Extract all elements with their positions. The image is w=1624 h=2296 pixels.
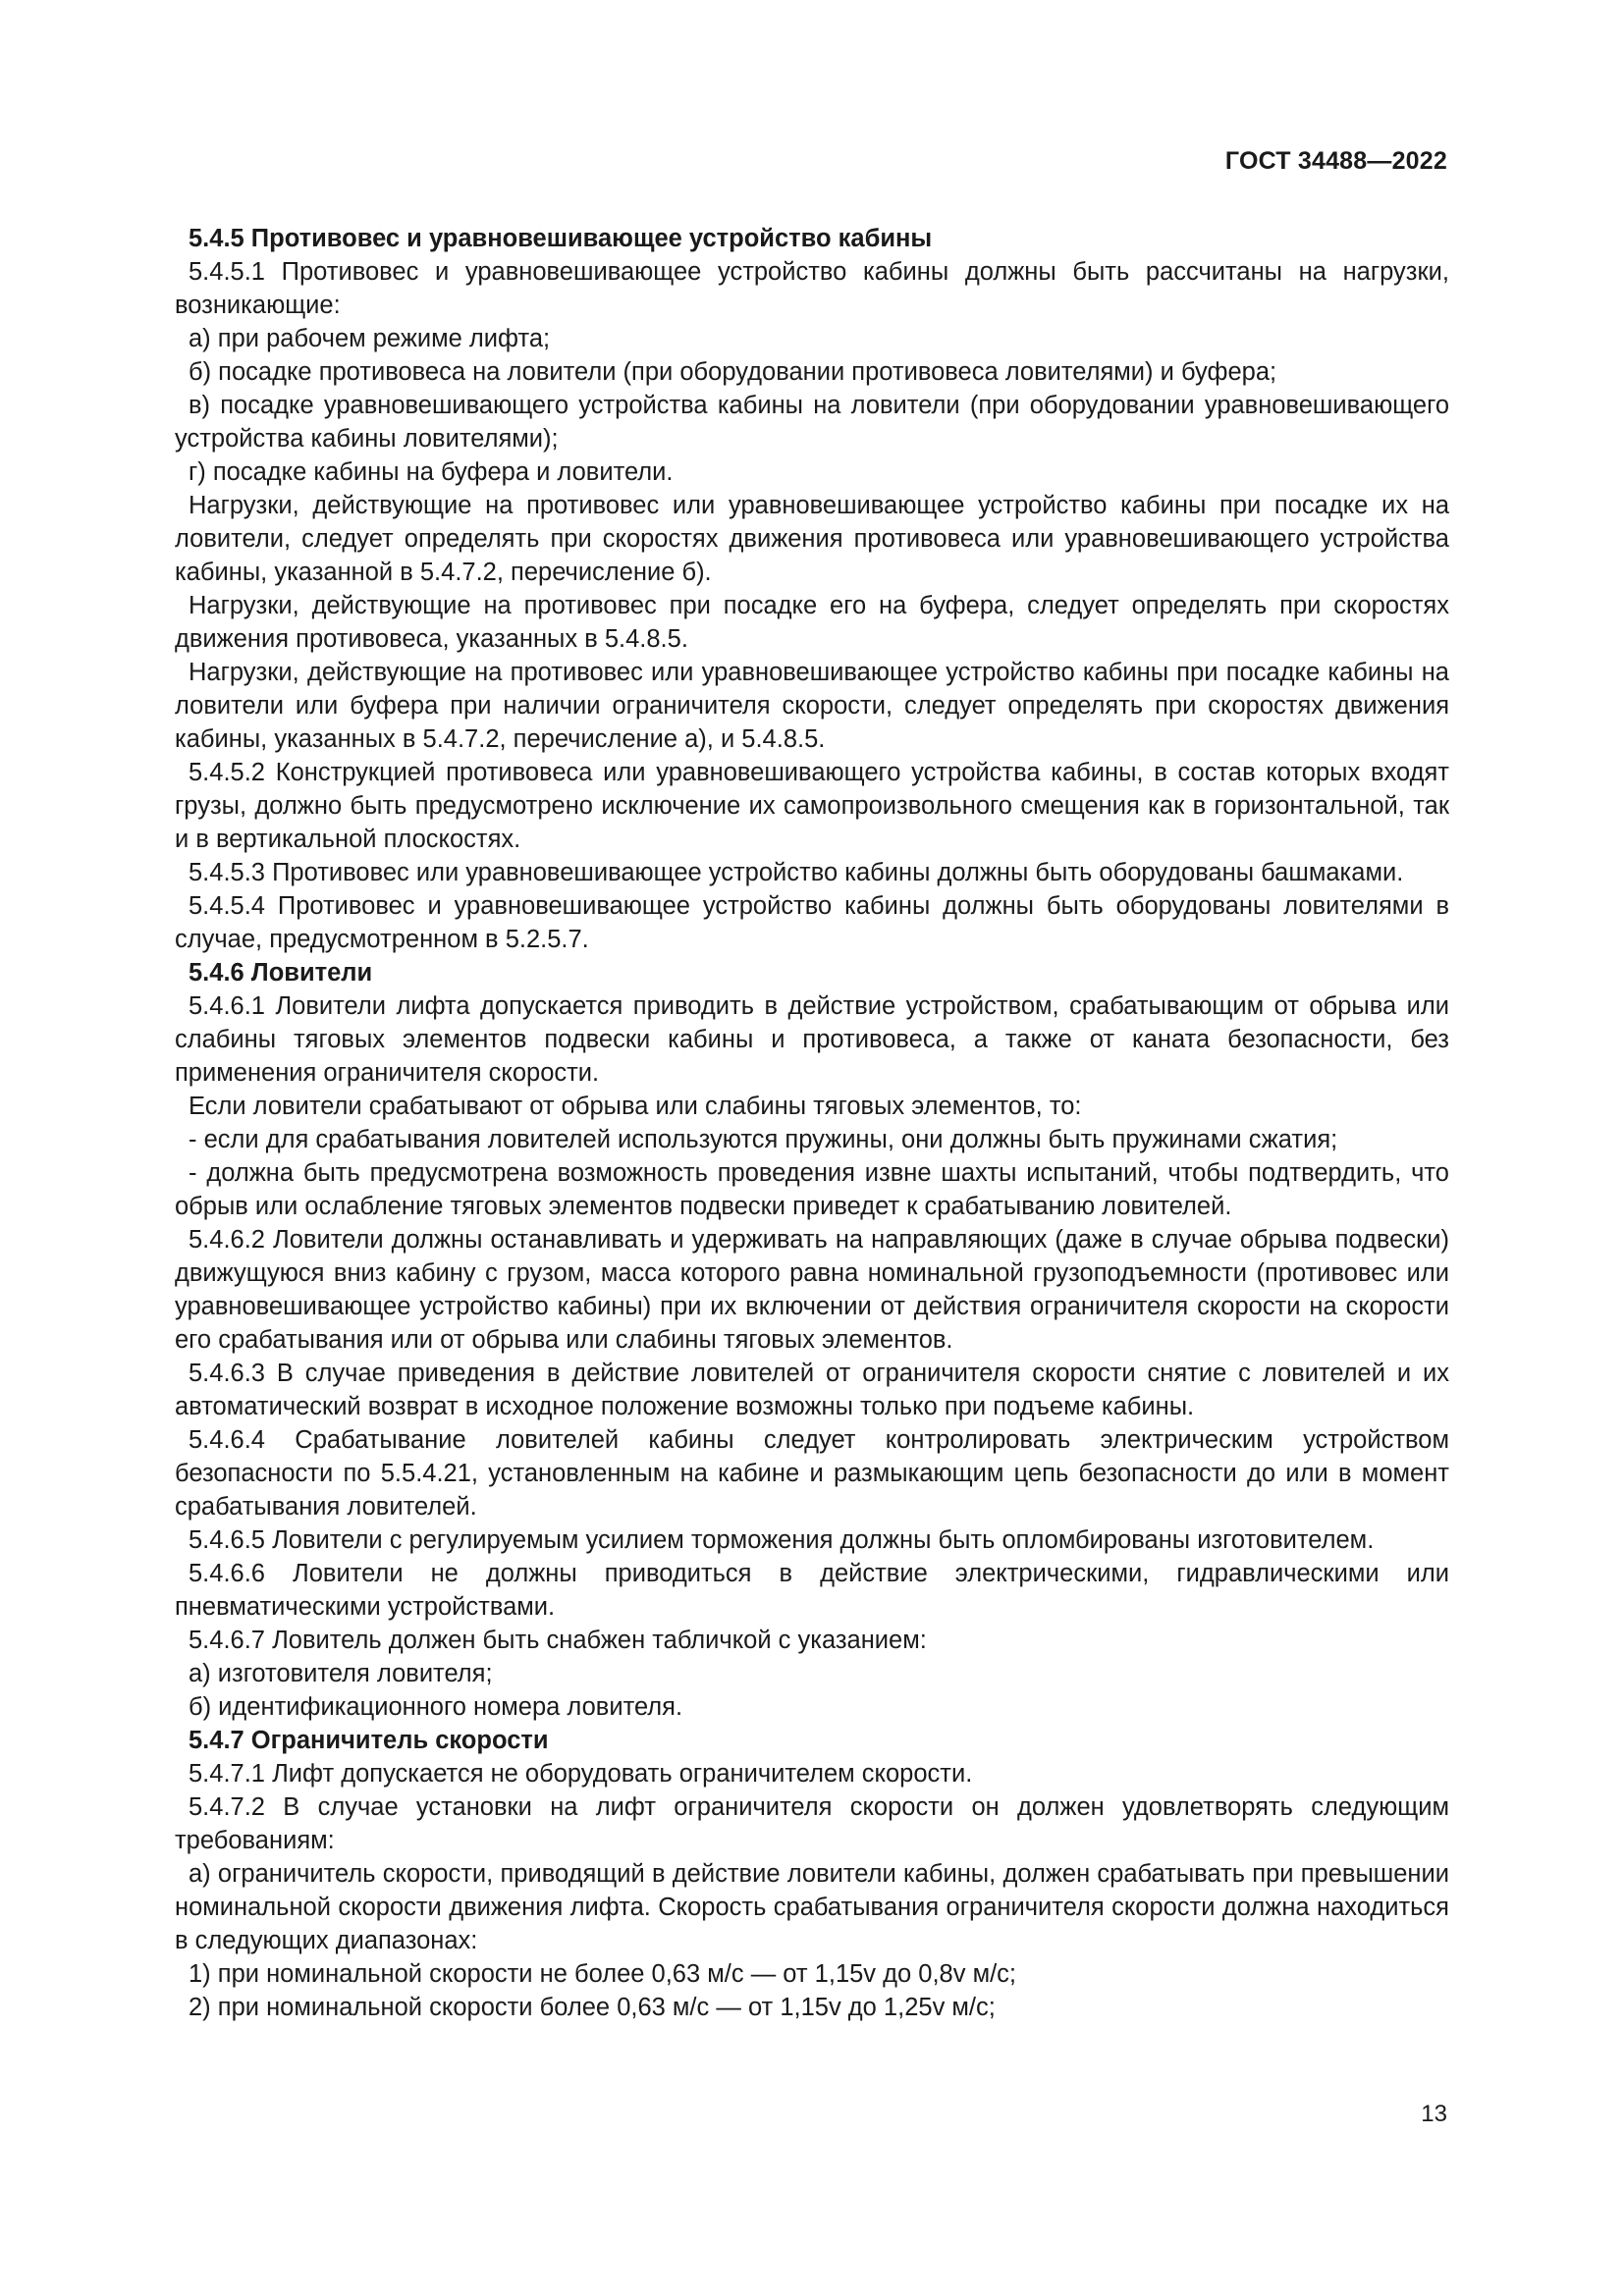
numbered-item-2: 2) при номинальной скорости более 0,63 м/с — от 1,15v до 1,25v м/с; — [189, 1994, 996, 2021]
paragraph-5-4-7-2: 5.4.7.2 В случае установки на лифт ограничителя скорости он должен удовлетворять следующим требованиям: — [175, 1793, 1449, 1854]
list-item-a: а) при рабочем режиме лифта; — [189, 325, 551, 352]
section-heading-5-4-7: 5.4.7 Ограничитель скорости — [189, 1727, 549, 1754]
paragraph-loads-1: Нагрузки, действующие на противовес или уравновешивающее устройство кабины при посадке их на ловители, следует определять при скоростях движения противовеса или уравновешивающего устройства кабины, указанной в 5.4.7.2, перечисление б). — [175, 492, 1449, 586]
paragraph-5-4-6-5: 5.4.6.5 Ловители с регулируемым усилием торможения должны быть опломбированы изготовителем. — [189, 1526, 1375, 1554]
paragraph-5-4-7-1: 5.4.7.1 Лифт допускается не оборудовать ограничителем скорости. — [189, 1760, 973, 1788]
list-item-g: г) посадке кабины на буфера и ловители. — [189, 458, 674, 486]
paragraph-loads-3: Нагрузки, действующие на противовес или уравновешивающее устройство кабины при посадке кабины на ловители или буфера при наличии ограничителя скорости, следует определять при скоростях движения кабины, указанных в 5.4.7.2, перечисление а), и 5.4.8.5. — [175, 659, 1449, 753]
paragraph-5-4-6-6: 5.4.6.6 Ловители не должны приводиться в действие электрическими, гидравлическими или пневматическими устройствами. — [175, 1560, 1449, 1621]
paragraph-5-4-6-3: 5.4.6.3 В случае приведения в действие ловителей от ограничителя скорости снятие с ловителей и их автоматический возврат в исходное положение возможны только при подъеме кабины. — [175, 1360, 1449, 1420]
paragraph-5-4-5-1: 5.4.5.1 Противовес и уравновешивающее устройство кабины должны быть рассчитаны на нагрузки, возникающие: — [175, 258, 1449, 319]
section-heading-5-4-5: 5.4.5 Противовес и уравновешивающее устройство кабины — [189, 225, 933, 252]
paragraph-5-4-6-4: 5.4.6.4 Срабатывание ловителей кабины следует контролировать электрическим устройством безопасности по 5.5.4.21, установленным на кабине и размыкающим цепь безопасности до или в момент срабатывания ловителей. — [175, 1426, 1449, 1521]
paragraph-5-4-6-1: 5.4.6.1 Ловители лифта допускается приводить в действие устройством, срабатывающим от обрыва или слабины тяговых элементов подвески кабины и противовеса, а также от каната безопасности, без применения ограничителя скорости. — [175, 992, 1449, 1087]
page-number: 13 — [1421, 2101, 1447, 2127]
section-heading-5-4-6: 5.4.6 Ловители — [189, 959, 373, 987]
document-code: ГОСТ 34488—2022 — [1224, 147, 1447, 175]
list-item-a: а) изготовителя ловителя; — [189, 1660, 493, 1687]
list-item-b: б) идентификационного номера ловителя. — [189, 1693, 683, 1721]
paragraph-5-4-5-4: 5.4.5.4 Противовес и уравновешивающее устройство кабины должны быть оборудованы ловителями в случае, предусмотренном в 5.2.5.7. — [175, 892, 1449, 953]
list-item-a: а) ограничитель скорости, приводящий в действие ловители кабины, должен срабатывать при превышении номинальной скорости движения лифта. Скорость срабатывания ограничителя скорости должна находиться в следующих диапазонах: — [175, 1860, 1449, 1954]
list-item-b: б) посадке противовеса на ловители (при оборудовании противовеса ловителями) и буфера; — [189, 358, 1277, 386]
numbered-item-1: 1) при номинальной скорости не более 0,63 м/с — от 1,15v до 0,8v м/с; — [189, 1960, 1017, 1988]
list-item-v: в) посадке уравновешивающего устройства кабины на ловители (при оборудовании уравновешивающего устройства кабины ловителями); — [175, 392, 1449, 453]
paragraph-5-4-6-1-condition: Если ловители срабатывают от обрыва или слабины тяговых элементов, то: — [189, 1093, 1082, 1120]
dash-item-1: - если для срабатывания ловителей используются пружины, они должны быть пружинами сжатия; — [189, 1126, 1338, 1153]
paragraph-5-4-6-2: 5.4.6.2 Ловители должны останавливать и удерживать на направляющих (даже в случае обрыва подвески) движущуюся вниз кабину с грузом, масса которого равна номинальной грузоподъемности (противовес или уравновешивающее устройство кабины) при их включении от действия ограничителя скорости на скорости его срабатывания или от обрыва или слабины тяговых элементов. — [175, 1226, 1449, 1354]
paragraph-5-4-5-3: 5.4.5.3 Противовес или уравновешивающее устройство кабины должны быть оборудованы башмаками. — [189, 859, 1404, 886]
paragraph-loads-2: Нагрузки, действующие на противовес при посадке его на буфера, следует определять при скоростях движения противовеса, указанных в 5.4.8.5. — [175, 592, 1449, 653]
paragraph-5-4-5-2: 5.4.5.2 Конструкцией противовеса или уравновешивающего устройства кабины, в состав которых входят грузы, должно быть предусмотрено исключение их самопроизвольного смещения как в горизонтальной, так и в вертикальной плоскостях. — [175, 759, 1449, 853]
paragraph-5-4-6-7: 5.4.6.7 Ловитель должен быть снабжен табличкой с указанием: — [189, 1627, 927, 1654]
dash-item-2: - должна быть предусмотрена возможность проведения извне шахты испытаний, чтобы подтвердить, что обрыв или ослабление тяговых элементов подвески приведет к срабатыванию ловителей. — [175, 1159, 1449, 1220]
document-body — [175, 222, 1449, 2024]
